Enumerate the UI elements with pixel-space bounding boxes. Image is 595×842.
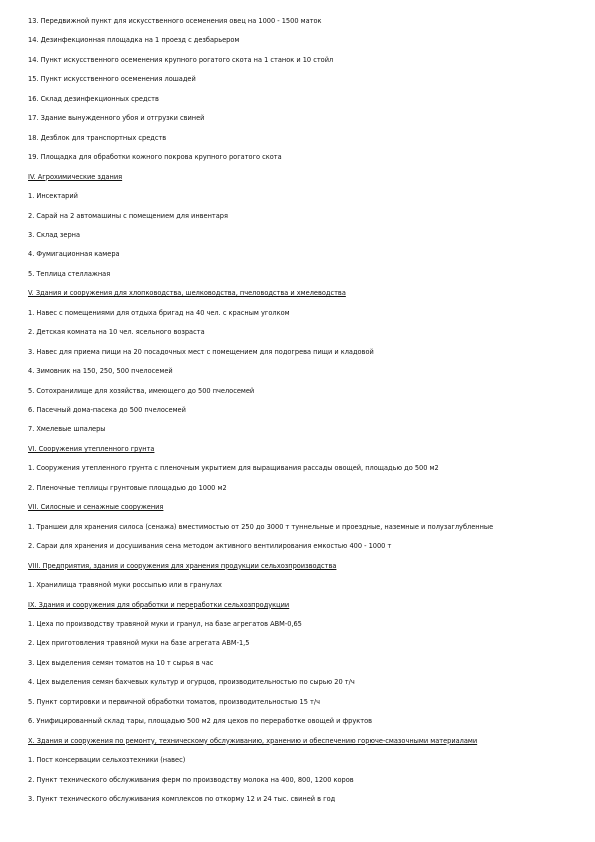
section-heading-text: IX. Здания и сооружения для обработки и переработки сельхозпродукции	[28, 600, 290, 609]
list-item-text: 4. Фумигационная камера	[28, 250, 120, 259]
list-item-text: 1. Сооружения утепленного грунта с пленочным укрытием для выращивания рассады овощей, площадью до 500 м2	[28, 464, 439, 473]
list-item	[28, 36, 573, 45]
list-item	[28, 270, 573, 279]
list-item	[28, 348, 573, 357]
list-item	[28, 464, 573, 473]
section-heading	[28, 601, 573, 610]
list-item	[28, 387, 573, 396]
list-item-text: 5. Пункт сортировки и первичной обработки томатов, производительностью 15 т/ч	[28, 697, 320, 706]
list-item-text: 17. Здание вынужденного убоя и отгрузки свиней	[28, 114, 205, 123]
list-item	[28, 250, 573, 259]
list-item	[28, 542, 573, 551]
list-item-text: 6. Унифицированный склад тары, площадью 500 м2 для цехов по переработке овощей и фруктов	[28, 717, 372, 726]
section-heading	[28, 737, 573, 746]
list-item-text: 1. Цеха по производству травяной муки и гранул, на базе агрегатов АВМ-0,65	[28, 619, 302, 628]
list-item	[28, 134, 573, 143]
section-heading	[28, 289, 573, 298]
list-item-text: 2. Цех приготовления травяной муки на базе агрегата АВМ-1,5	[28, 639, 250, 648]
list-item-text: 2. Детская комната на 10 чел. ясельного возраста	[28, 328, 205, 337]
section-heading-text: X. Здания и сооружения по ремонту, техническому обслуживанию, хранению и обеспечению горюче-смазочными материалами	[28, 736, 478, 745]
section-heading	[28, 445, 573, 454]
list-item-text: 5. Сотохранилище для хозяйства, имеющего до 500 пчелосемей	[28, 386, 255, 395]
list-item-text: 1. Навес с помещениями для отдыха бригад на 40 чел. с красным уголком	[28, 308, 290, 317]
list-item	[28, 523, 573, 532]
list-item	[28, 153, 573, 162]
list-item	[28, 795, 573, 804]
list-item-text: 14. Дезинфекционная площадка на 1 проезд с дезбарьером	[28, 36, 240, 45]
list-item	[28, 756, 573, 765]
list-item-text: 1. Траншеи для хранения силоса (сенажа) вместимостью от 250 до 3000 т туннельные и проездные, наземные и полузаглубленные	[28, 522, 494, 531]
section-heading	[28, 503, 573, 512]
list-item	[28, 776, 573, 785]
list-item	[28, 17, 573, 26]
list-item-text: 1. Хранилища травяной муки россыпью или в гранулах	[28, 581, 222, 590]
list-item-text: 3. Цех выделения семян томатов на 10 т сырья в час	[28, 658, 214, 667]
list-item	[28, 620, 573, 629]
list-item	[28, 659, 573, 668]
section-heading-text: VI. Сооружения утепленного грунта	[28, 444, 155, 453]
list-item-text: 4. Цех выделения семян бахчевых культур и огурцов, производительностью по сырью 20 т/ч	[28, 678, 355, 687]
list-item	[28, 639, 573, 648]
list-item-text: 1. Инсектарий	[28, 192, 78, 201]
list-item	[28, 212, 573, 221]
list-item	[28, 698, 573, 707]
list-item	[28, 231, 573, 240]
list-item-text: 2. Пункт технического обслуживания ферм по производству молока на 400, 800, 1200 коров	[28, 775, 354, 784]
list-item	[28, 114, 573, 123]
list-item-text: 18. Дезблок для транспортных средств	[28, 133, 167, 142]
list-item	[28, 56, 573, 65]
list-item-text: 3. Склад зерна	[28, 230, 80, 239]
list-item	[28, 95, 573, 104]
list-item-text: 7. Хмелевые шпалеры	[28, 425, 106, 434]
section-heading	[28, 173, 573, 182]
list-item	[28, 192, 573, 201]
list-item-text: 2. Пленочные теплицы грунтовые площадью до 1000 м2	[28, 483, 227, 492]
list-item-text: 3. Пункт технического обслуживания комплексов по откорму 12 и 24 тыс. свиней в год	[28, 795, 336, 803]
list-item	[28, 406, 573, 415]
list-item-text: 14. Пункт искусственного осеменения крупного рогатого скота на 1 станок и 10 стойл	[28, 55, 334, 64]
list-item-text: 3. Навес для приема пищи на 20 посадочных мест с помещением для подогрева пищи и кладовой	[28, 347, 374, 356]
section-heading-text: VII. Силосные и сенажные сооружения	[28, 503, 164, 512]
list-item-text: 5. Теплица стеллажная	[28, 269, 111, 278]
section-heading-text: V. Здания и сооружения для хлопководства, шелководства, пчеловодства и хмелеводства	[28, 289, 346, 298]
list-item	[28, 328, 573, 337]
list-item	[28, 75, 573, 84]
list-item	[28, 484, 573, 493]
list-item-text: 2. Сараи для хранения и досушивания сена методом активного вентилирования емкостью 400 - 1000 т	[28, 542, 392, 551]
list-item	[28, 367, 573, 376]
section-heading-text: VIII. Предприятия, здания и сооружения для хранения продукции сельхозпроизводства	[28, 561, 337, 570]
list-item	[28, 581, 573, 590]
list-item-text: 15. Пункт искусственного осеменения лошадей	[28, 75, 196, 84]
list-item	[28, 717, 573, 726]
list-item	[28, 678, 573, 687]
list-item-text: 13. Передвижной пункт для искусственного осеменения овец на 1000 - 1500 маток	[28, 17, 322, 25]
list-item	[28, 425, 573, 434]
list-item-text: 6. Пасечный дома-пасека до 500 пчелосемей	[28, 406, 186, 414]
list-item-text: 16. Склад дезинфекционных средств	[28, 94, 159, 103]
section-heading	[28, 562, 573, 571]
list-item-text: 2. Сарай на 2 автомашины с помещением для инвентаря	[28, 211, 228, 220]
list-item-text: 19. Площадка для обработки кожного покрова крупного рогатого скота	[28, 153, 282, 162]
list-item-text: 1. Пост консервации сельхозтехники (навес)	[28, 756, 186, 765]
list-item	[28, 309, 573, 318]
list-item-text: 4. Зимовник на 150, 250, 500 пчелосемей	[28, 367, 173, 376]
section-heading-text: IV. Агрохимические здания	[28, 172, 123, 181]
